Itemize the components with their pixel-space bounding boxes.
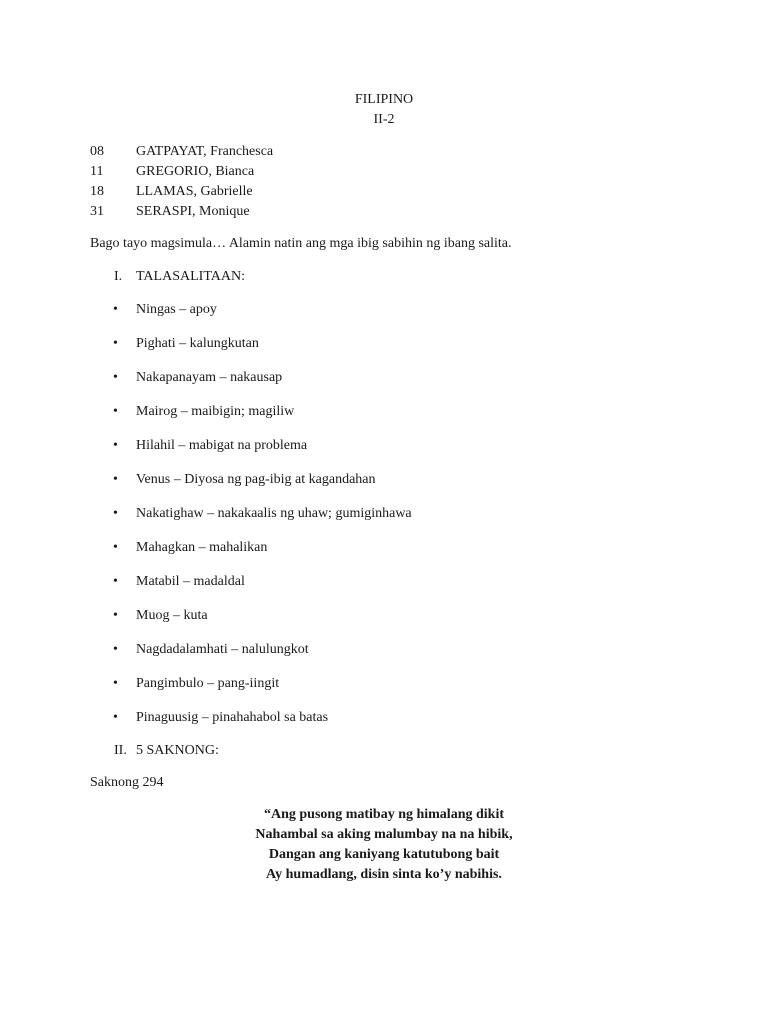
bullet-icon: • (113, 472, 118, 487)
list-item (90, 606, 690, 640)
vocabulary-list (90, 300, 690, 742)
list-item (90, 334, 690, 368)
member-name: GREGORIO, Bianca (136, 164, 255, 179)
list-item (90, 300, 690, 334)
section-label: 5 SAKNONG: (136, 743, 219, 758)
list-item (90, 402, 690, 436)
bullet-icon: • (113, 608, 118, 623)
member-number: 31 (90, 204, 104, 219)
vocab-entry: Matabil – madaldal (136, 574, 245, 589)
member-name: GATPAYAT, Franchesca (136, 144, 274, 159)
bullet-icon: • (113, 506, 118, 521)
member-number: 18 (90, 184, 104, 199)
document-section: II-2 (373, 112, 395, 127)
member-number: 11 (90, 164, 104, 179)
bullet-icon: • (113, 710, 118, 725)
list-item (90, 436, 690, 470)
intro-text: Bago tayo magsimula… Alamin natin ang mga ibig sabihin ng ibang salita. (90, 236, 512, 251)
bullet-icon: • (113, 336, 118, 351)
section-label: TALASALITAAN: (136, 269, 245, 284)
vocab-entry: Pighati – kalungkutan (136, 336, 259, 351)
bullet-icon: • (113, 302, 118, 317)
saknong-number: Saknong 294 (90, 775, 164, 790)
bullet-icon: • (113, 540, 118, 555)
poem-stanza (0, 805, 768, 885)
member-row (90, 202, 490, 222)
vocab-entry: Mahagkan – mahalikan (136, 540, 268, 555)
member-number: 08 (90, 144, 104, 159)
vocab-entry: Muog – kuta (136, 608, 208, 623)
list-item (90, 572, 690, 606)
vocab-entry: Venus – Diyosa ng pag-ibig at kagandahan (136, 472, 376, 487)
member-row (90, 162, 490, 182)
bullet-icon: • (113, 370, 118, 385)
roman-numeral: II. (114, 743, 127, 758)
stanza-line: Dangan ang kaniyang katutubong bait (268, 847, 500, 862)
vocab-entry: Mairog – maibigin; magiliw (136, 404, 295, 419)
list-item (90, 504, 690, 538)
member-list (90, 142, 490, 222)
bullet-icon: • (113, 574, 118, 589)
vocab-entry: Nakatighaw – nakakaalis ng uhaw; gumiginhawa (136, 506, 412, 521)
bullet-icon: • (113, 438, 118, 453)
stanza-line: Ay humadlang, disin sinta ko’y nabihis. (266, 867, 502, 882)
list-item (90, 538, 690, 572)
document-title: FILIPINO (354, 92, 414, 107)
bullet-icon: • (113, 642, 118, 657)
list-item (90, 674, 690, 708)
list-item (90, 470, 690, 504)
vocab-entry: Pangimbulo – pang-iingit (136, 676, 280, 691)
stanza-line: Nahambal sa aking malumbay na na hibik, (255, 827, 513, 842)
stanza-line: “Ang pusong matibay ng himalang dikit (263, 807, 505, 822)
member-name: LLAMAS, Gabrielle (136, 184, 253, 199)
member-name: SERASPI, Monique (136, 204, 250, 219)
member-row (90, 182, 490, 202)
section-heading-saknong (90, 741, 219, 761)
member-row (90, 142, 490, 162)
vocab-entry: Nagdadalamhati – nalulungkot (136, 642, 309, 657)
section-heading-talasalitaan (90, 267, 245, 287)
vocab-entry: Ningas – apoy (136, 302, 217, 317)
vocab-entry: Hilahil – mabigat na problema (136, 438, 308, 453)
vocab-entry: Nakapanayam – nakausap (136, 370, 283, 385)
list-item (90, 368, 690, 402)
roman-numeral: I. (114, 269, 123, 284)
bullet-icon: • (113, 676, 118, 691)
list-item (90, 640, 690, 674)
list-item (90, 708, 690, 742)
bullet-icon: • (113, 404, 118, 419)
vocab-entry: Pinaguusig – pinahahabol sa batas (136, 710, 329, 725)
